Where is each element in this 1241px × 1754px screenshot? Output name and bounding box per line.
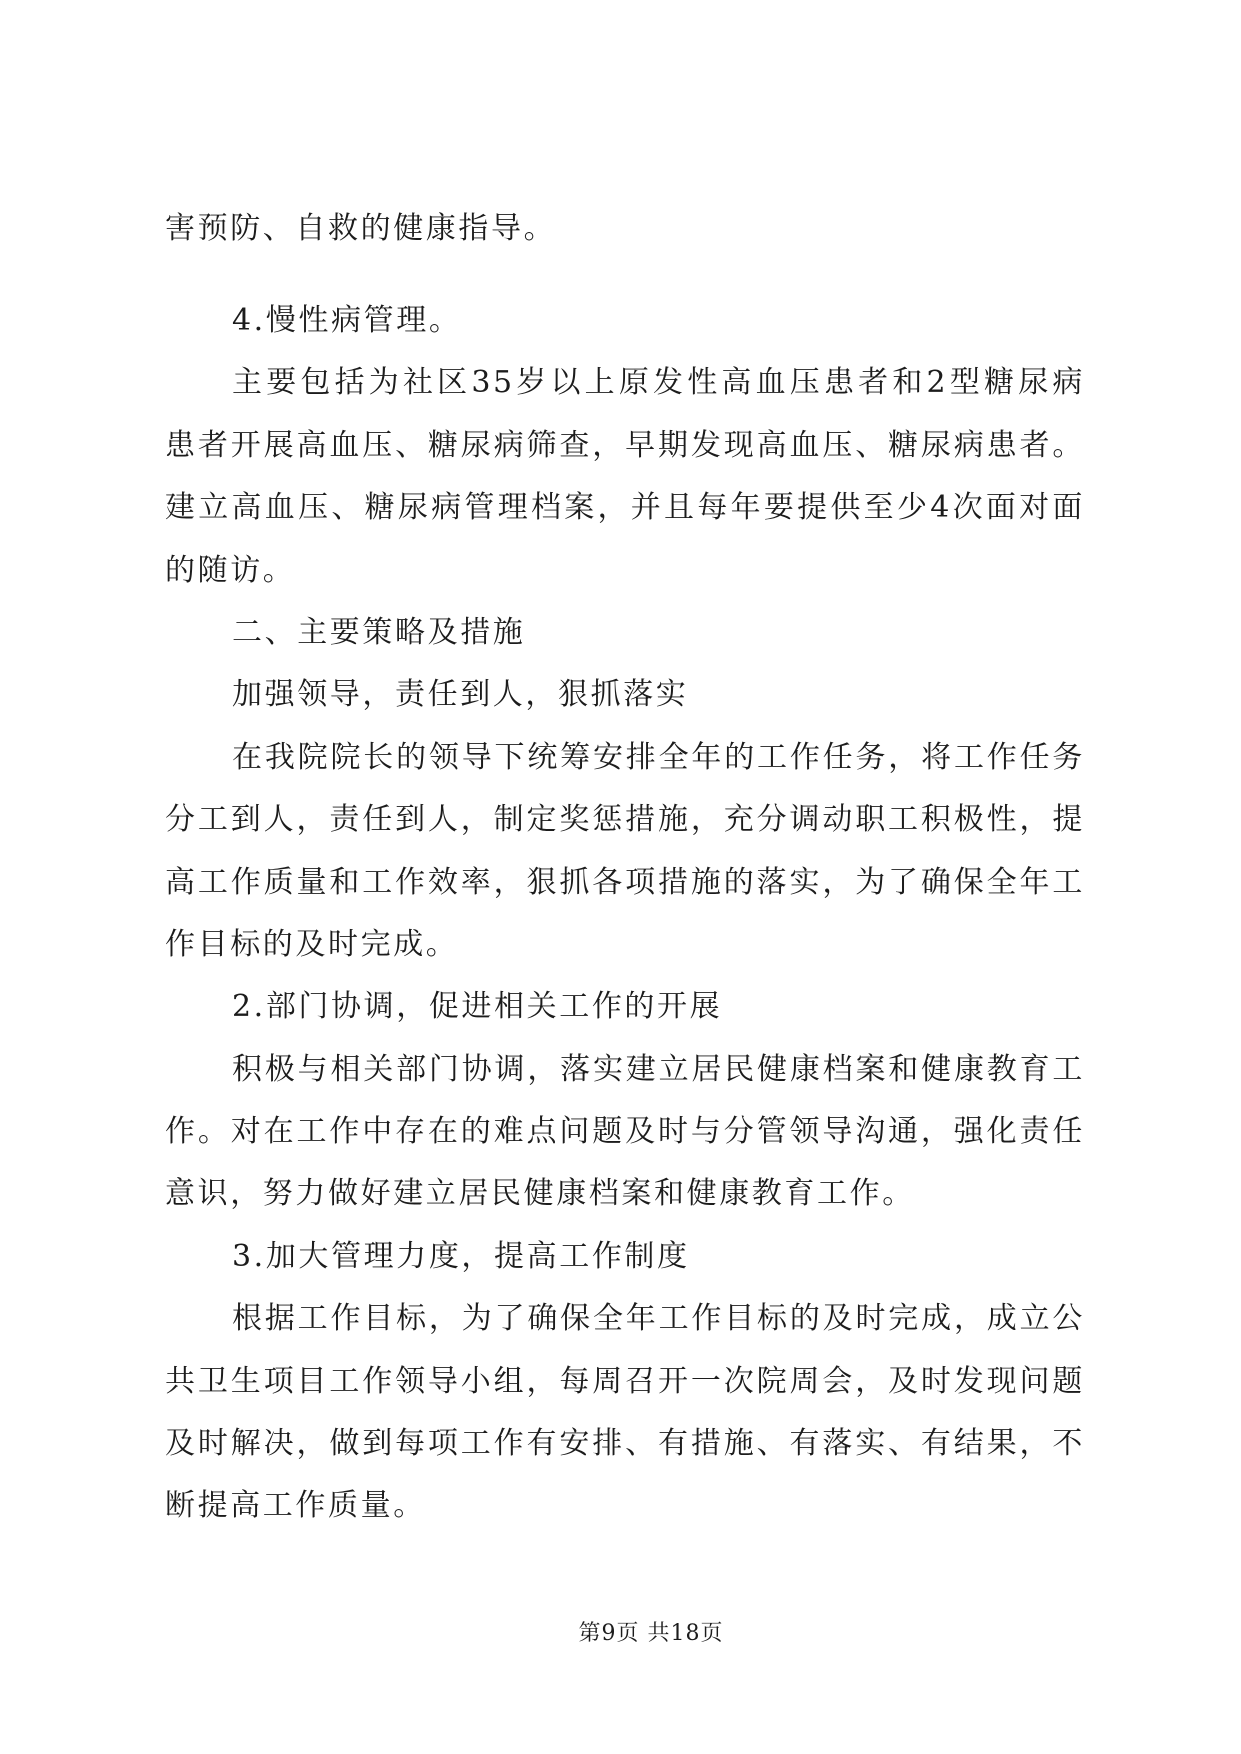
- body-line: 建立高血压、糖尿病管理档案，并且每年要提供至少4次面对面: [165, 490, 1085, 526]
- body-line: 分工到人，责任到人，制定奖惩措施，充分调动职工积极性，提: [165, 802, 1085, 838]
- paragraph: [165, 1288, 1085, 1538]
- paragraph: [165, 1039, 1085, 1226]
- body-line: 作。对在工作中存在的难点问题及时与分管领导沟通，强化责任: [165, 1114, 1085, 1150]
- document-body-top: [165, 198, 1085, 260]
- section-heading-strategies: [165, 602, 1085, 664]
- subheading-leadership: [165, 664, 1085, 726]
- subheading-coordination: [165, 976, 1085, 1038]
- heading-line: 二、主要策略及措施: [232, 614, 526, 650]
- body-line: 的随访。: [165, 552, 296, 588]
- subheading-management: [165, 1226, 1085, 1288]
- body-line: 积极与相关部门协调，落实建立居民健康档案和健康教育工: [232, 1051, 1085, 1087]
- heading-line: 2.部门协调，促进相关工作的开展: [232, 989, 723, 1025]
- heading-line: 加强领导，责任到人，狠抓落实: [232, 677, 689, 713]
- paragraph: [165, 352, 1085, 602]
- section-heading-chronic-disease: [165, 290, 1085, 352]
- body-line: 在我院院长的领导下统筹安排全年的工作任务，将工作任务: [232, 739, 1085, 775]
- body-line: 根据工作目标，为了确保全年工作目标的及时完成，成立公: [232, 1301, 1085, 1337]
- paragraph: [165, 727, 1085, 977]
- body-line: 高工作质量和工作效率，狠抓各项措施的落实，为了确保全年工: [165, 864, 1085, 900]
- body-line: 害预防、自救的健康指导。: [165, 211, 557, 246]
- paragraph: [165, 198, 1085, 260]
- heading-line: 4.慢性病管理。: [232, 303, 462, 338]
- body-line: 断提高工作质量。: [165, 1488, 426, 1524]
- page-number-footer: 第9页 共18页: [578, 1621, 724, 1646]
- body-line: 及时解决，做到每项工作有安排、有措施、有落实、有结果，不: [165, 1426, 1085, 1462]
- document-body: [165, 290, 1085, 1538]
- body-line: 共卫生项目工作领导小组，每周召开一次院周会，及时发现问题: [165, 1363, 1085, 1399]
- body-line: 作目标的及时完成。: [165, 926, 459, 962]
- heading-line: 3.加大管理力度，提高工作制度: [232, 1238, 690, 1274]
- body-line: 患者开展高血压、糖尿病筛查，早期发现高血压、糖尿病患者。: [165, 427, 1085, 463]
- body-line: 意识，努力做好建立居民健康档案和健康教育工作。: [165, 1176, 915, 1212]
- body-line: 主要包括为社区35岁以上原发性高血压患者和2型糖尿病: [232, 365, 1085, 401]
